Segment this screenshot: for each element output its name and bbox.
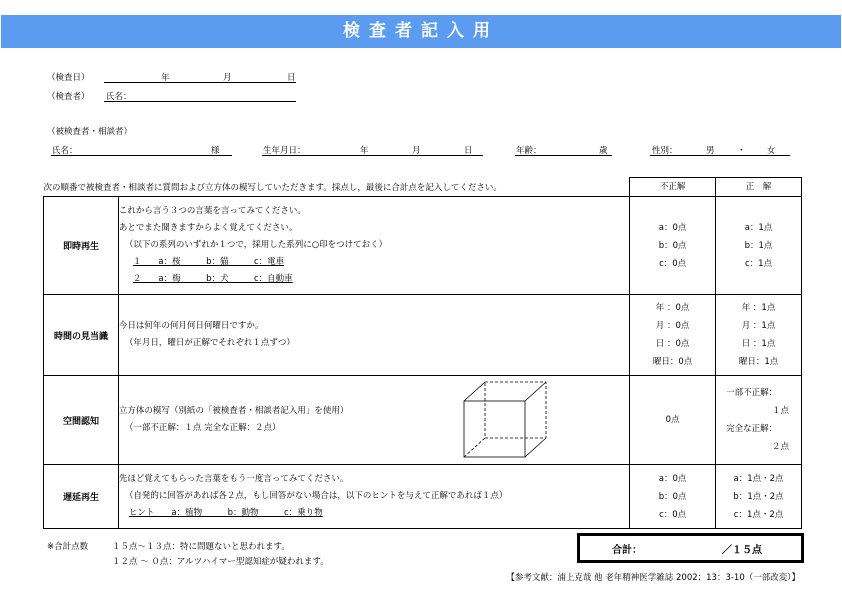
total-max: ／１５点 xyxy=(722,545,762,556)
birth-year-unit: 年 xyxy=(360,146,369,156)
col-correct-header: 正 解 xyxy=(716,178,802,197)
notes-label: ※合計点数 xyxy=(47,542,89,552)
score-item: c：0点 xyxy=(659,258,687,269)
subject-heading: （被検査者・相談者） xyxy=(47,127,133,137)
examiner-name-line[interactable] xyxy=(104,101,296,102)
score-item: 曜日：0点 xyxy=(652,357,693,367)
age-line[interactable] xyxy=(515,155,612,156)
reference-citation: 【参考文献：浦上克哉 他 老年精神医学雑誌 2002；13：3-10（一部改変）】 xyxy=(506,573,800,583)
category-spatial-cognition: 空間認知 xyxy=(44,376,119,465)
category-immediate-recall: 即時再生 xyxy=(44,197,119,295)
score-item: c：0点 xyxy=(659,509,687,520)
score-item: 一部不正解： xyxy=(726,388,778,398)
correct-scores[interactable] xyxy=(716,295,802,376)
score-item: 0点 xyxy=(665,415,680,425)
exam-day-unit: 日 xyxy=(287,73,296,83)
age-unit: 歳 xyxy=(599,146,608,156)
hint-line: ヒント a：植物 b：動物 c：乗り物 xyxy=(128,508,323,518)
row-immediate-recall xyxy=(44,197,802,295)
cube-icon xyxy=(463,380,547,460)
subject-name-line[interactable] xyxy=(51,155,232,156)
desc-delayed-recall xyxy=(118,465,629,529)
desc-line: （一部不正解：１点 完全な正解：２点） xyxy=(124,423,281,433)
total-score-box[interactable] xyxy=(577,533,804,563)
exam-date-label: （検査日） xyxy=(47,73,90,83)
score-item: b：1点 xyxy=(744,240,773,251)
desc-spatial-cognition xyxy=(118,376,629,465)
row-spatial-cognition xyxy=(44,376,802,465)
correct-scores[interactable] xyxy=(716,376,802,465)
score-item: a：0点 xyxy=(658,473,687,484)
desc-immediate-recall xyxy=(118,197,629,295)
desc-line: 今日は何年の何月何日何曜日ですか。 xyxy=(118,321,264,331)
score-item: 月 ：1点 xyxy=(741,321,776,331)
score-item: ２点 xyxy=(771,442,789,452)
desc-line: （以下の系列のいずれか１つで，採用した系列に○印をつけておく） xyxy=(124,240,388,250)
score-item: 曜日：1点 xyxy=(738,357,779,367)
score-item: 月 ：0点 xyxy=(655,321,690,331)
scoring-table xyxy=(43,177,802,529)
incorrect-scores[interactable] xyxy=(630,376,716,465)
incorrect-scores[interactable] xyxy=(630,197,716,295)
category-time-orientation: 時間の見当識 xyxy=(44,295,119,376)
table-header-row xyxy=(44,178,802,197)
birth-month-unit: 月 xyxy=(412,146,421,156)
instruction-text: 次の順番で被検査者・相談者に質問および立方体の模写していただきます。採点し，最後に合計点を記入してください。 xyxy=(44,178,630,197)
correct-scores[interactable] xyxy=(716,465,802,529)
score-item: c：1点 xyxy=(744,258,773,269)
sex-label: 性別： xyxy=(652,146,678,156)
notes-line-1: １５点～１３点：特に問題ないと思われます。 xyxy=(112,542,290,552)
examiner-label: （検査者） xyxy=(47,92,90,102)
score-item: 完全な正解： xyxy=(726,424,778,434)
score-item: c：1点・2点 xyxy=(733,509,784,520)
page-banner: 検査者記入用 xyxy=(1,15,841,48)
subject-name-label: 氏名： xyxy=(52,146,78,156)
examiner-name-label: 氏名： xyxy=(106,92,132,102)
col-incorrect-header: 不正解 xyxy=(630,178,716,197)
sex-female[interactable]: 女 xyxy=(767,146,776,156)
sex-male[interactable]: 男 xyxy=(706,146,715,156)
score-item: a：1点 xyxy=(744,222,773,233)
word-series-2[interactable]: ２ a：梅 b：犬 c：自動車 xyxy=(132,274,293,284)
incorrect-scores[interactable] xyxy=(630,295,716,376)
incorrect-scores[interactable] xyxy=(630,465,716,529)
birth-day-unit: 日 xyxy=(464,146,473,156)
notes-line-2: １２点 ～ ０点：アルツハイマー型認知症が疑われます。 xyxy=(112,557,329,567)
desc-line: あとでまた聞きますからよく覚えてください。 xyxy=(118,223,298,233)
desc-line: （自発的に回答があれば各２点，もし回答がない場合は，以下のヒントを与えて正解であれば１点） xyxy=(124,491,508,501)
age-label: 年齢： xyxy=(516,146,542,156)
score-item: 年 ：1点 xyxy=(741,303,776,313)
sex-separator: ・ xyxy=(737,146,746,156)
score-item: 日 ：0点 xyxy=(655,339,690,349)
score-item: a：1点・2点 xyxy=(733,473,784,484)
row-delayed-recall xyxy=(44,465,802,529)
exam-year-unit: 年 xyxy=(161,73,170,83)
birth-label: 生年月日： xyxy=(263,146,306,156)
correct-scores[interactable] xyxy=(716,197,802,295)
score-item: 日 ：1点 xyxy=(741,339,776,349)
row-time-orientation xyxy=(44,295,802,376)
subject-honorific: 様 xyxy=(211,146,220,156)
desc-line: 立方体の模写（別紙の「被検査者・相談者記入用」を使用） xyxy=(118,406,349,416)
desc-line: （年月日，曜日が正解でそれぞれ１点ずつ） xyxy=(124,338,295,348)
category-delayed-recall: 遅延再生 xyxy=(44,465,119,529)
score-item: b：0点 xyxy=(658,240,687,251)
score-item: b：0点 xyxy=(658,491,687,502)
birth-date-line[interactable] xyxy=(262,155,483,156)
score-item: １点 xyxy=(771,406,789,416)
desc-line: これから言う３つの言葉を言ってみてください。 xyxy=(118,206,306,216)
score-item: b：1点・2点 xyxy=(733,491,784,502)
score-item: a：0点 xyxy=(658,222,687,233)
desc-line: 先ほど覚えてもらった言葉をもう一度言ってみてください。 xyxy=(118,474,349,484)
word-series-1[interactable]: １ a：桜 b：猫 c：電車 xyxy=(132,257,285,267)
exam-date-line[interactable] xyxy=(104,82,296,83)
score-item: 年 ：0点 xyxy=(655,303,690,313)
desc-time-orientation xyxy=(118,295,629,376)
total-label: 合計： xyxy=(612,545,642,556)
sex-line xyxy=(650,155,790,156)
exam-month-unit: 月 xyxy=(223,73,232,83)
